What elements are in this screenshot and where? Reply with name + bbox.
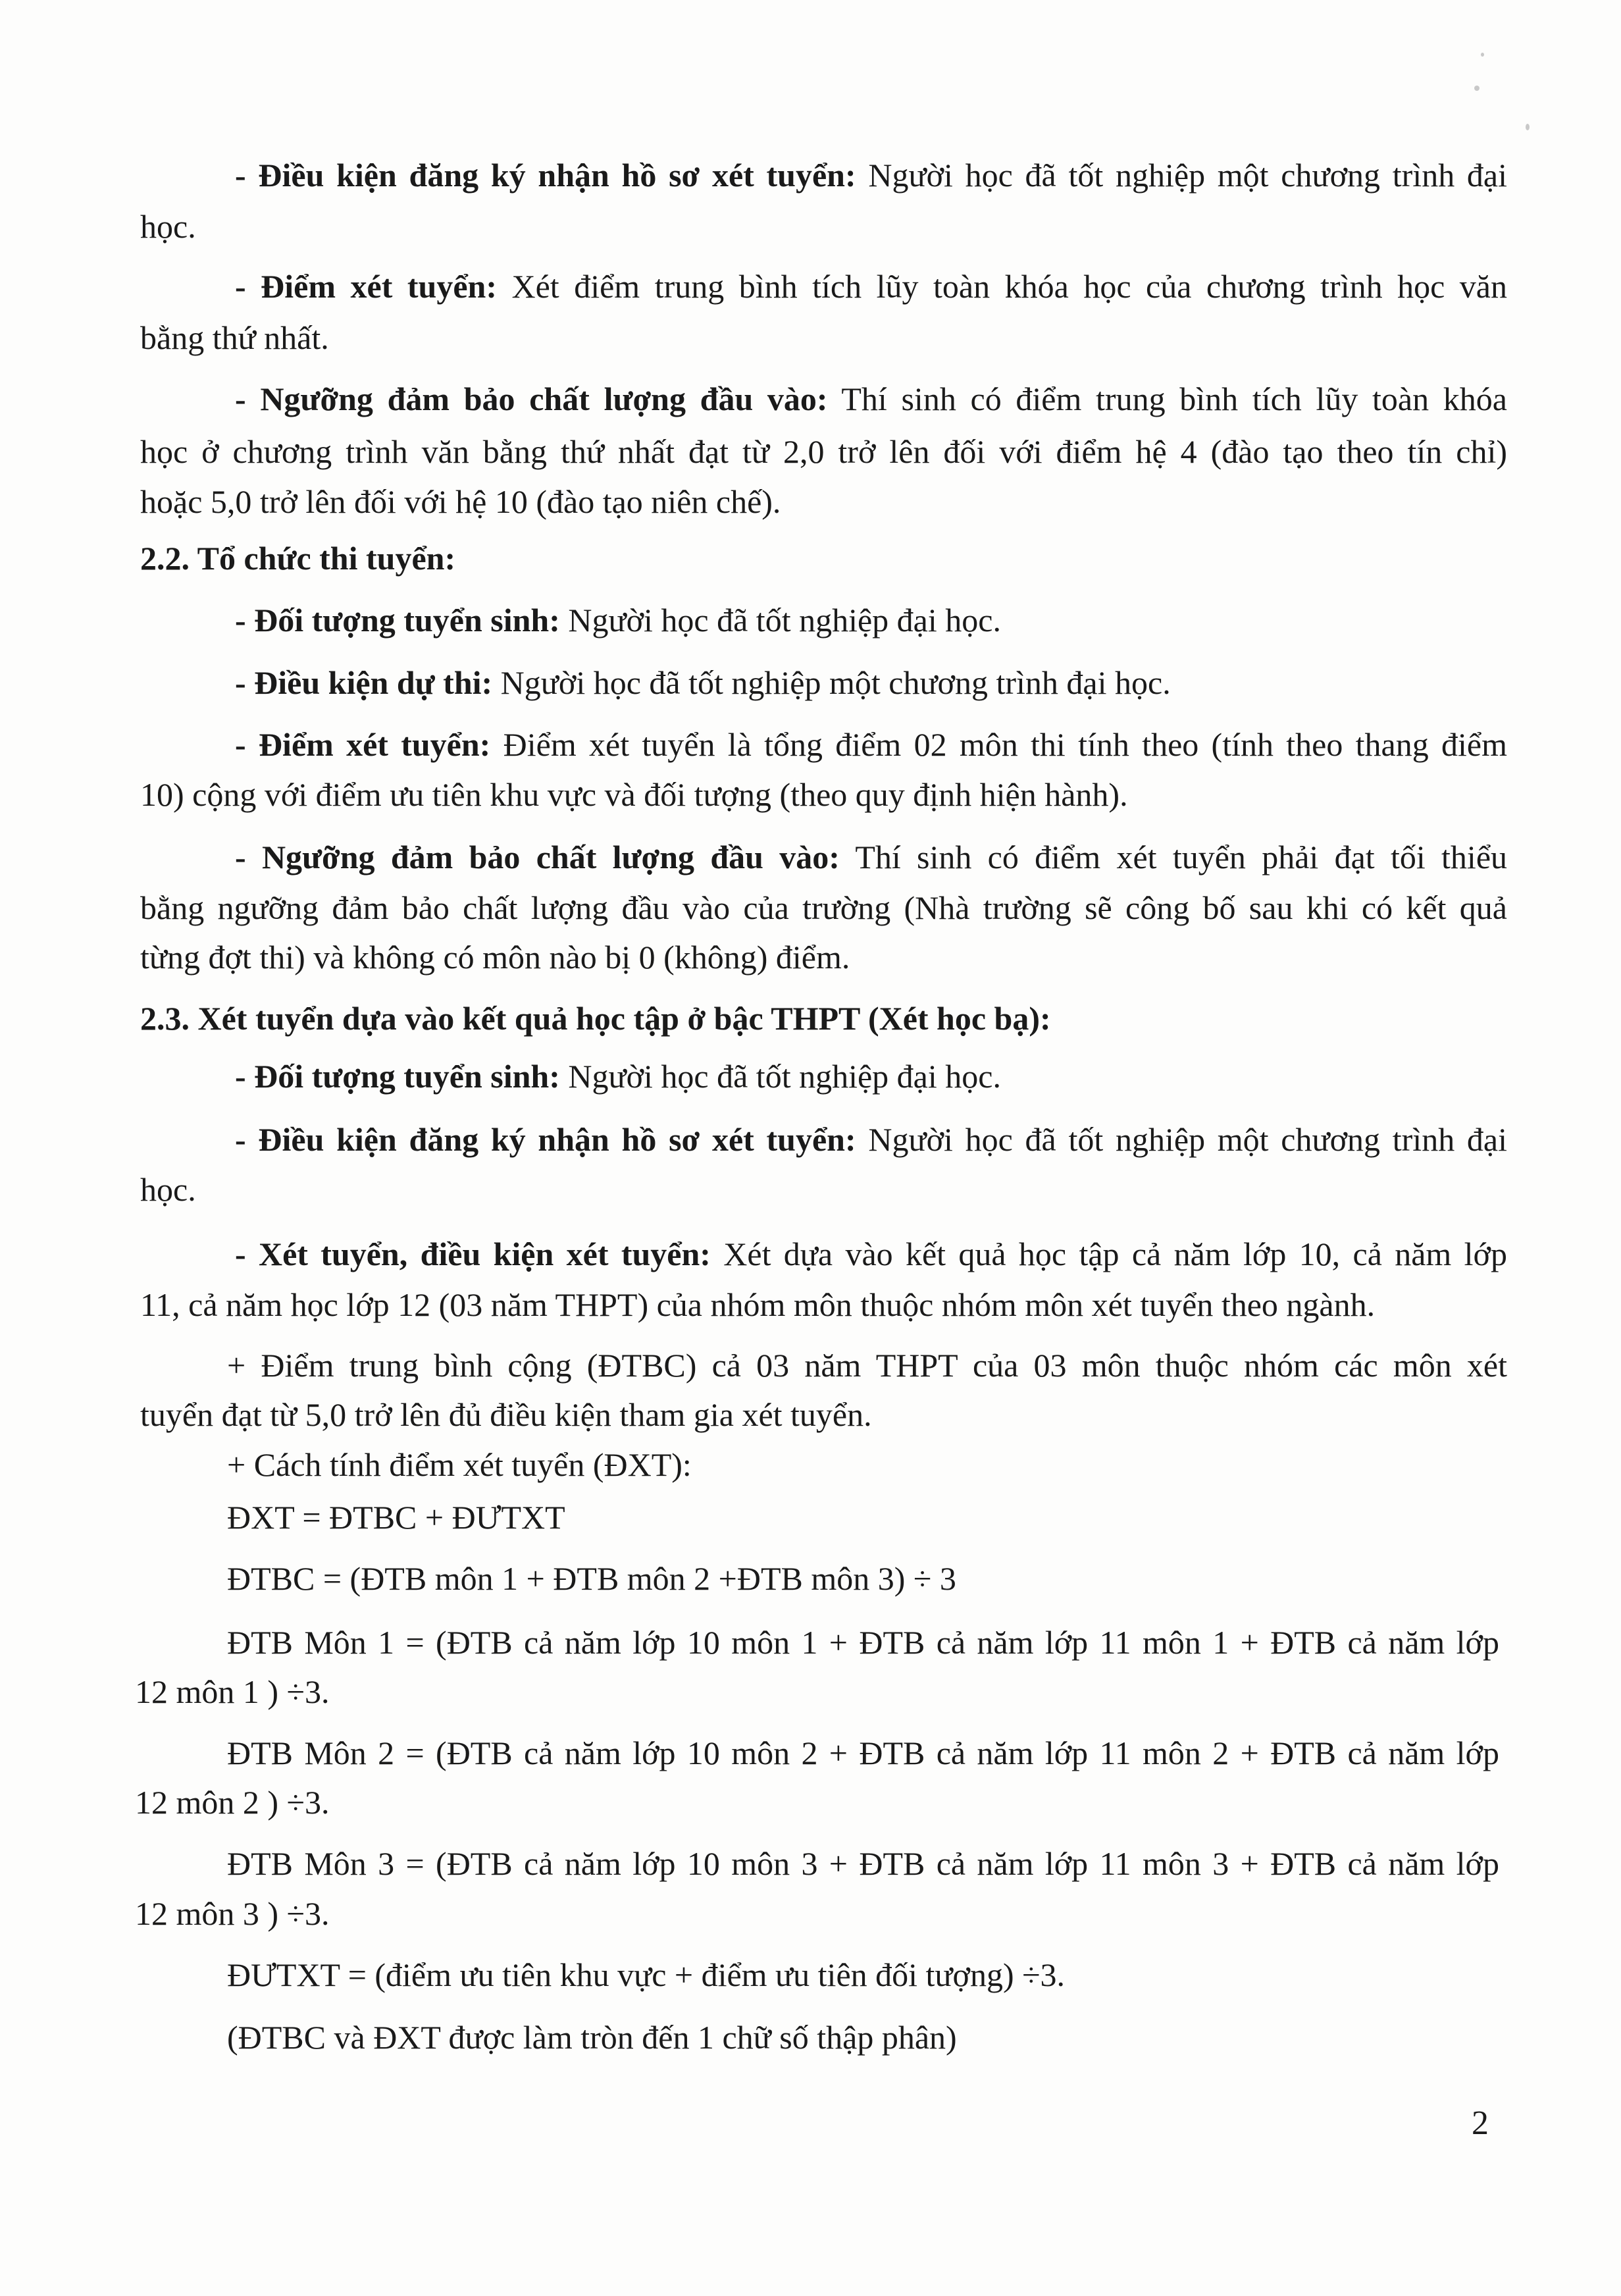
paragraph-line [235,837,1507,877]
paragraph-line: từng đợt thi) và không có môn nào bị 0 (không) điểm. [140,939,850,976]
paragraph-text: Người học đã tốt nghiệp một chương trình đại học. [500,664,1171,701]
paragraph-line [235,267,1507,306]
page-number: 2 [1472,2104,1489,2142]
paragraph-label: - Đối tượng tuyển sinh: [235,1058,560,1095]
paragraph-line: 11, cả năm học lớp 12 (03 năm THPT) của nhóm môn thuộc nhóm môn xét tuyển theo ngành. [140,1286,1376,1323]
paragraph-label: - Điểm xét tuyển: [235,726,491,763]
paragraph-line [235,379,1507,419]
paragraph-line [235,1120,1507,1159]
formula-line: ĐTB Môn 1 = (ĐTB cả năm lớp 10 môn 1 + ĐTB cả năm lớp 11 môn 1 + ĐTB cả năm lớp [227,1624,1499,1661]
paragraph-line [235,155,1507,195]
paragraph-label: - Xét tuyển, điều kiện xét tuyển: [235,1236,711,1272]
paragraph-text: Người học đã tốt nghiệp đại học. [568,1058,1001,1095]
note-line: (ĐTBC và ĐXT được làm tròn đến 1 chữ số thập phân) [227,2019,957,2056]
formula-line: ĐƯTXT = (điểm ưu tiên khu vực + điểm ưu tiên đối tượng) ÷3. [227,1956,1066,1993]
paragraph-line [235,663,1171,702]
paragraph-line: học. [140,208,196,245]
paragraph-line: học ở chương trình văn bằng thứ nhất đạt từ 2,0 trở lên đối với điểm hệ 4 (đào tạo theo tín chỉ) [140,433,1507,470]
paragraph-line: tuyển đạt từ 5,0 trở lên đủ điều kiện tham gia xét tuyển. [140,1396,872,1433]
paragraph-line: bằng ngưỡng đảm bảo chất lượng đầu vào của trường (Nhà trường sẽ công bố sau khi có kết quả [140,889,1507,926]
paragraph-label: - Điều kiện dự thi: [235,664,493,701]
paragraph-line: + Điểm trung bình cộng (ĐTBC) cả 03 năm THPT của 03 môn thuộc nhóm các môn xét [227,1347,1507,1384]
formula-line: ĐTB Môn 3 = (ĐTB cả năm lớp 10 môn 3 + ĐTB cả năm lớp 11 môn 3 + ĐTB cả năm lớp [227,1845,1499,1882]
paragraph-label: - Điều kiện đăng ký nhận hồ sơ xét tuyển: [235,157,856,194]
paragraph-label: - Ngưỡng đảm bảo chất lượng đầu vào: [235,839,840,875]
paragraph-line [235,1057,1001,1096]
formula-line: ĐTBC = (ĐTB môn 1 + ĐTB môn 2 +ĐTB môn 3) ÷ 3 [227,1560,956,1597]
paragraph-line: bằng thứ nhất. [140,319,329,356]
paragraph-line [235,600,1001,640]
paragraph-line: 10) cộng với điểm ưu tiên khu vực và đối tượng (theo quy định hiện hành). [140,776,1128,813]
formula-line: ĐXT = ĐTBC + ĐƯTXT [227,1499,565,1536]
paragraph-text: Người học đã tốt nghiệp một chương trình đại [868,157,1508,194]
paragraph-line [235,1234,1507,1274]
paragraph-label: - Điều kiện đăng ký nhận hồ sơ xét tuyển: [235,1121,856,1158]
paragraph-label: - Điểm xét tuyển: [235,268,497,305]
section-heading: 2.3. Xét tuyển dựa vào kết quả học tập ở bậc THPT (Xét học bạ): [140,1000,1051,1037]
paragraph-text: Người học đã tốt nghiệp một chương trình đại [868,1121,1508,1158]
paragraph-text: Xét dựa vào kết quả học tập cả năm lớp 10, cả năm lớp [723,1236,1507,1272]
paragraph-line: + Cách tính điểm xét tuyển (ĐXT): [227,1446,692,1483]
paragraph-line: hoặc 5,0 trở lên đối với hệ 10 (đào tạo niên chế). [140,483,781,520]
paragraph-label: - Đối tượng tuyển sinh: [235,602,560,639]
section-heading: 2.2. Tổ chức thi tuyển: [140,540,456,577]
formula-line: 12 môn 2 ) ÷3. [135,1784,330,1821]
formula-line: ĐTB Môn 2 = (ĐTB cả năm lớp 10 môn 2 + ĐTB cả năm lớp 11 môn 2 + ĐTB cả năm lớp [227,1735,1499,1771]
formula-line: 12 môn 1 ) ÷3. [135,1673,330,1710]
paragraph-line [235,725,1507,764]
paragraph-text: Thí sinh có điểm trung bình tích lũy toàn khóa [841,380,1507,417]
paragraph-text: Thí sinh có điểm xét tuyển phải đạt tối thiểu [855,839,1508,875]
scan-speck [1526,124,1530,130]
scan-speck [1474,86,1479,91]
scan-speck [1481,53,1484,57]
paragraph-text: Xét điểm trung bình tích lũy toàn khóa học của chương trình học văn [511,268,1508,305]
paragraph-text: Người học đã tốt nghiệp đại học. [568,602,1001,639]
formula-line: 12 môn 3 ) ÷3. [135,1895,330,1932]
paragraph-label: - Ngưỡng đảm bảo chất lượng đầu vào: [235,380,828,417]
paragraph-line: học. [140,1171,196,1208]
paragraph-text: Điểm xét tuyển là tổng điểm 02 môn thi tính theo (tính theo thang điểm [503,726,1508,763]
